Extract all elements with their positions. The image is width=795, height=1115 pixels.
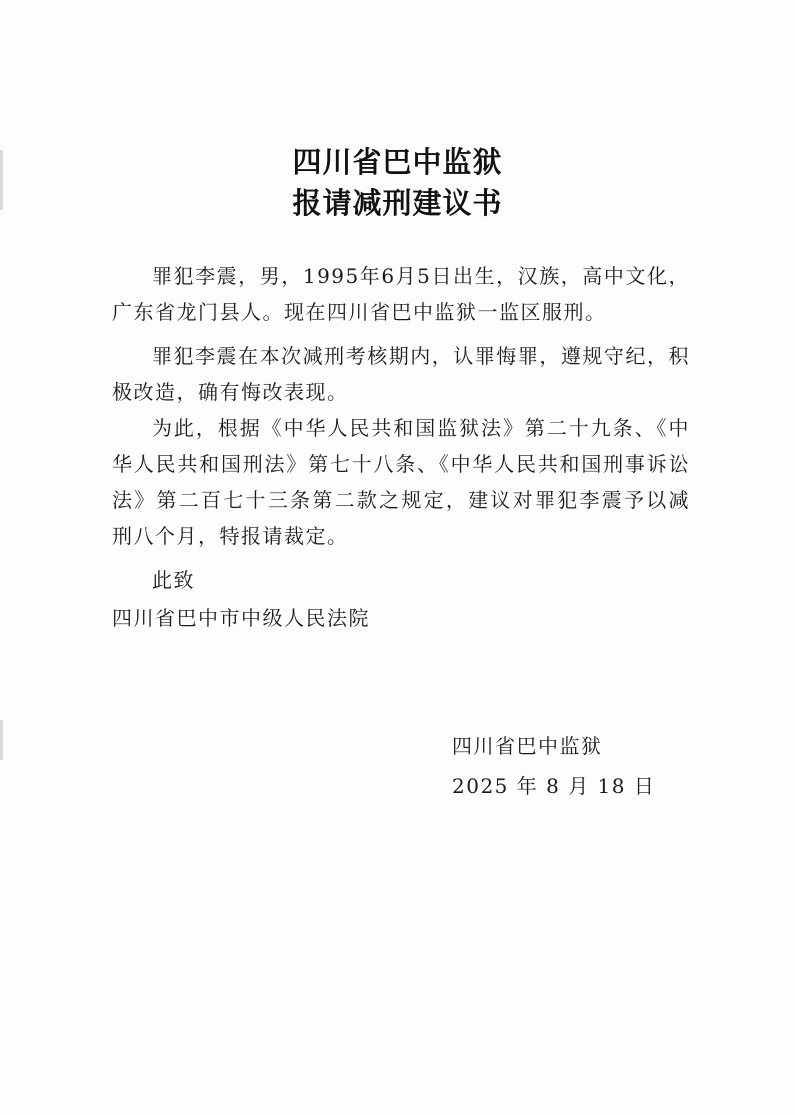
addressee bbox=[112, 600, 690, 636]
document-title-line1: 四川省巴中监狱 bbox=[292, 145, 503, 179]
signature-date: 2025 年 8 月 18 日 bbox=[452, 774, 656, 798]
paragraph-text: 罪犯李震，男，1995年6月5日出生，汉族，高中文化，广东省龙门县人。现在四川省巴中监狱一监区服刑。 bbox=[112, 264, 690, 324]
addressee-text: 四川省巴中市中级人民法院 bbox=[112, 606, 370, 630]
paragraph-text: 为此，根据《中华人民共和国监狱法》第二十九条、《中华人民共和国刑法》第七十八条、《中华人民共和国刑事诉讼法》第二百七十三条第二款之规定，建议对罪犯李震予以减刑八个月，特报请裁定。 bbox=[112, 416, 690, 548]
paragraph-text: 此致 bbox=[152, 568, 195, 592]
scan-edge-mark bbox=[0, 720, 3, 760]
paragraph-salutation bbox=[112, 562, 690, 598]
paragraph-legal-basis bbox=[112, 410, 690, 554]
signature-organization: 四川省巴中监狱 bbox=[452, 734, 603, 758]
paragraph-personal-info bbox=[112, 258, 690, 330]
document-title-line2: 报请减刑建议书 bbox=[292, 186, 503, 220]
paragraph-performance bbox=[112, 338, 690, 410]
paragraph-text: 罪犯李震在本次减刑考核期内，认罪悔罪，遵规守纪，积极改造，确有悔改表现。 bbox=[112, 344, 690, 404]
